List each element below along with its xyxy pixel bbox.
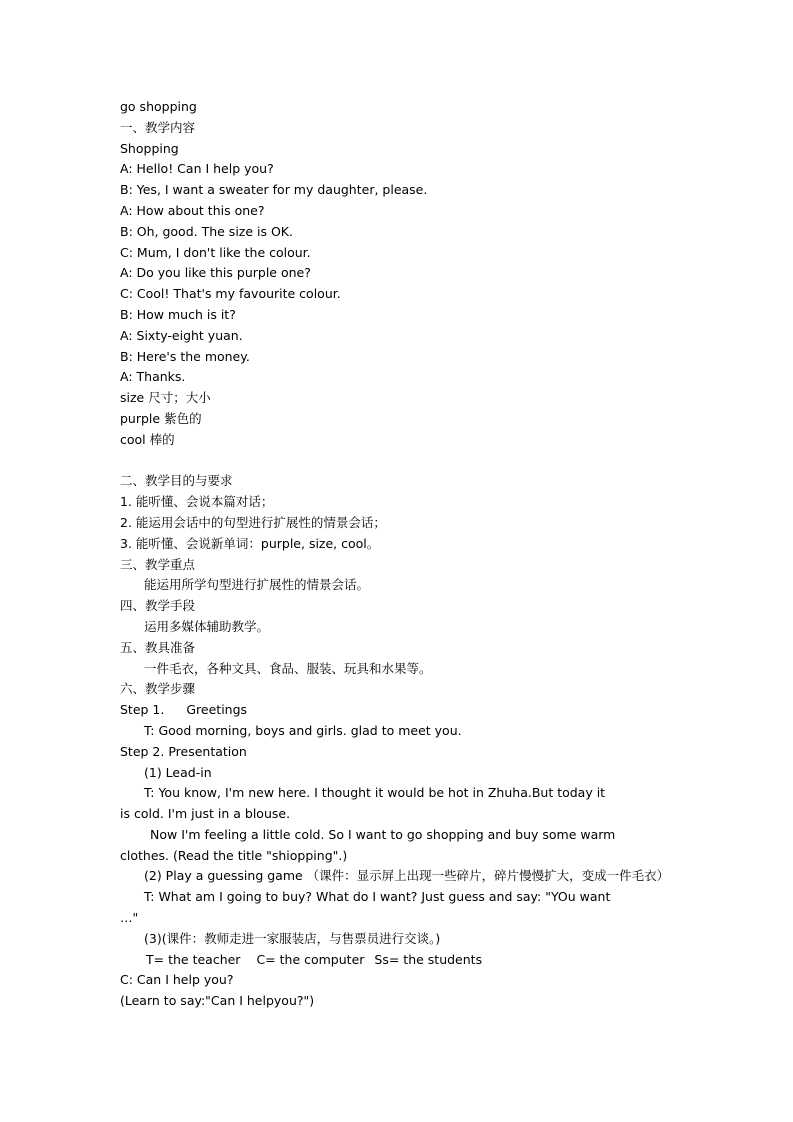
dialogue-line: C: Mum, I don't like the colour. [120, 244, 311, 260]
means-text: 运用多媒体辅助教学。 [144, 618, 270, 634]
vocab-item: purple 紫色的 [120, 410, 202, 426]
step-text: T: What am I going to buy? What do I want? Just guess and say: "YOu want [144, 889, 611, 905]
lesson-title: Shopping [120, 140, 179, 156]
role-legend [120, 950, 640, 971]
step-text: Now I'm feeling a little cold. So I want to go shopping and buy some warm [150, 826, 616, 842]
role-students: Ss= the students [374, 951, 483, 967]
step-text: (Learn to say:"Can I helpyou?") [120, 993, 315, 1009]
role-computer: C= the computer [256, 951, 365, 967]
vocab-item: cool 棒的 [120, 431, 175, 447]
focus-text: 能运用所学句型进行扩展性的情景会话。 [144, 577, 370, 593]
substep-heading: (1) Lead-in [144, 764, 212, 780]
role-teacher: T= the teacher [146, 951, 241, 967]
step-2-heading: Step 2. Presentation [120, 743, 247, 759]
goal-item: 3. 能听懂、会说新单词：purple, size, cool。 [120, 535, 380, 551]
step-text: T: Good morning, boys and girls. glad to meet you. [144, 722, 462, 738]
section-heading-content: 一、教学内容 [120, 119, 196, 135]
section-heading-materials: 五、教具准备 [120, 639, 196, 655]
dialogue-line: A: Do you like this purple one? [120, 265, 311, 281]
dialogue-line: B: Yes, I want a sweater for my daughter, please. [120, 182, 428, 198]
materials-text: 一件毛衣，各种文具、食品、服装、玩具和水果等。 [144, 660, 432, 676]
section-heading-goals: 二、教学目的与要求 [120, 473, 233, 489]
substep-heading: (2) Play a guessing game （课件：显示屏上出现一些碎片，碎片慢慢扩大，变成一件毛衣） [144, 868, 670, 884]
step-text: …" [120, 910, 139, 926]
vocab-item: size 尺寸；大小 [120, 390, 211, 406]
doc-title: go shopping [120, 99, 197, 114]
step-text: is cold. I'm just in a blouse. [120, 806, 291, 822]
dialogue-line: C: Can I help you? [120, 972, 234, 988]
section-heading-means: 四、教学手段 [120, 598, 196, 614]
substep-heading: (3)(课件：教师走进一家服装店，与售票员进行交谈。) [144, 930, 441, 946]
document-body [120, 97, 670, 1012]
dialogue-line: B: Oh, good. The size is OK. [120, 223, 293, 239]
goal-item: 1. 能听懂、会说本篇对话； [120, 494, 274, 510]
step-1-heading [120, 700, 640, 721]
step-text: clothes. (Read the title "shiopping".) [120, 847, 348, 863]
dialogue-line: A: How about this one? [120, 202, 265, 218]
section-heading-steps: 六、教学步骤 [120, 681, 196, 697]
dialogue-line: C: Cool! That's my favourite colour. [120, 286, 341, 302]
step-1-title: Greetings [186, 702, 248, 718]
dialogue-line: A: Thanks. [120, 369, 186, 385]
blank-line [120, 451, 640, 472]
dialogue-line: B: Here's the money. [120, 348, 250, 364]
goal-item: 2. 能运用会话中的句型进行扩展性的情景会话； [120, 514, 386, 530]
dialogue-line: A: Sixty-eight yuan. [120, 327, 243, 343]
step-1-label: Step 1. [120, 702, 165, 718]
dialogue-line: B: How much is it? [120, 306, 236, 322]
step-text: T: You know, I'm new here. I thought it would be hot in Zhuha.But today it [144, 785, 606, 801]
section-heading-focus: 三、教学重点 [120, 556, 196, 572]
dialogue-line: A: Hello! Can I help you? [120, 161, 274, 177]
